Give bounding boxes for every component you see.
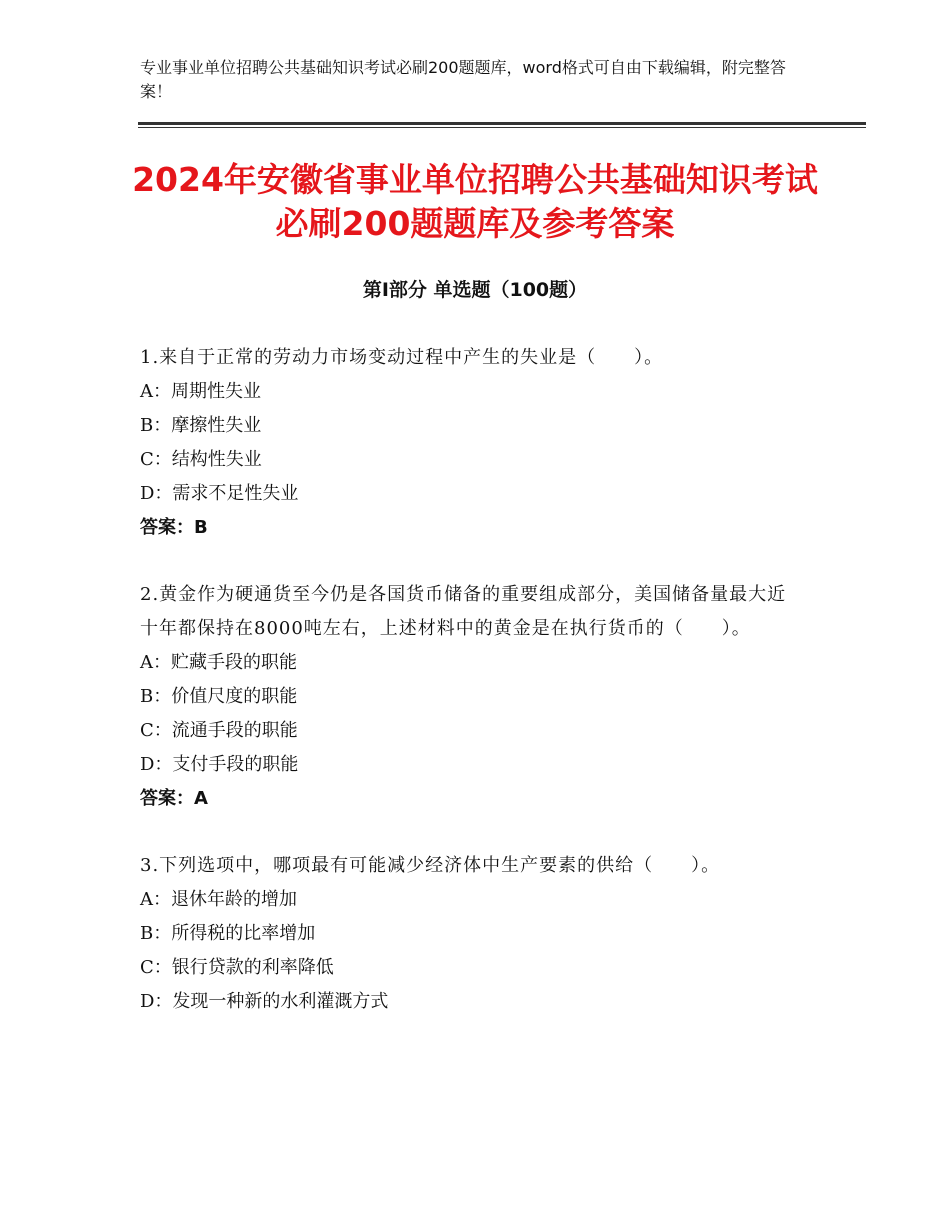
option-d: D：需求不足性失业	[140, 483, 299, 504]
answer-line	[140, 782, 805, 816]
answer-label: 答案：	[140, 788, 194, 809]
option-b: B：摩擦性失业	[140, 415, 262, 436]
question-stem: 1.来自于正常的劳动力市场变动过程中产生的失业是（ ）。	[140, 347, 664, 368]
header-note: 专业事业单位招聘公共基础知识考试必刷200题题库，word格式可自由下载编辑，附完整答案！	[140, 58, 786, 101]
option-d: D：发现一种新的水利灌溉方式	[140, 991, 389, 1012]
question-stem: 3.下列选项中，哪项最有可能减少经济体中生产要素的供给（ ）。	[140, 855, 721, 876]
header-rule-thin	[138, 127, 866, 128]
option-d: D：支付手段的职能	[140, 754, 299, 775]
option-a: A：退休年龄的增加	[140, 889, 297, 910]
option-a: A：周期性失业	[140, 381, 261, 402]
answer-value: A	[194, 788, 208, 809]
option-b: B：所得税的比率增加	[140, 923, 316, 944]
option-c: C：结构性失业	[140, 449, 262, 470]
question-stem: 2.黄金作为硬通货至今仍是各国货币储备的重要组成部分，美国储备量最大近十年都保持在8000吨左右，上述材料中的黄金是在执行货币的（ ）。	[140, 584, 787, 639]
answer-line	[140, 511, 805, 545]
option-b: B：价值尺度的职能	[140, 686, 298, 707]
answer-label: 答案：	[140, 517, 194, 538]
section-heading: 第Ⅰ部分 单选题（100题）	[362, 279, 588, 301]
option-c: C：流通手段的职能	[140, 720, 298, 741]
question-2	[140, 578, 805, 816]
option-c: C：银行贷款的利率降低	[140, 957, 334, 978]
document-title: 2024年安徽省事业单位招聘公共基础知识考试必刷200题题库及参考答案	[132, 160, 818, 243]
answer-value: B	[194, 517, 208, 538]
question-3	[140, 849, 805, 1019]
question-1	[140, 341, 805, 545]
option-a: A：贮藏手段的职能	[140, 652, 297, 673]
header-rule-thick	[138, 122, 866, 125]
question-list	[140, 341, 805, 1052]
